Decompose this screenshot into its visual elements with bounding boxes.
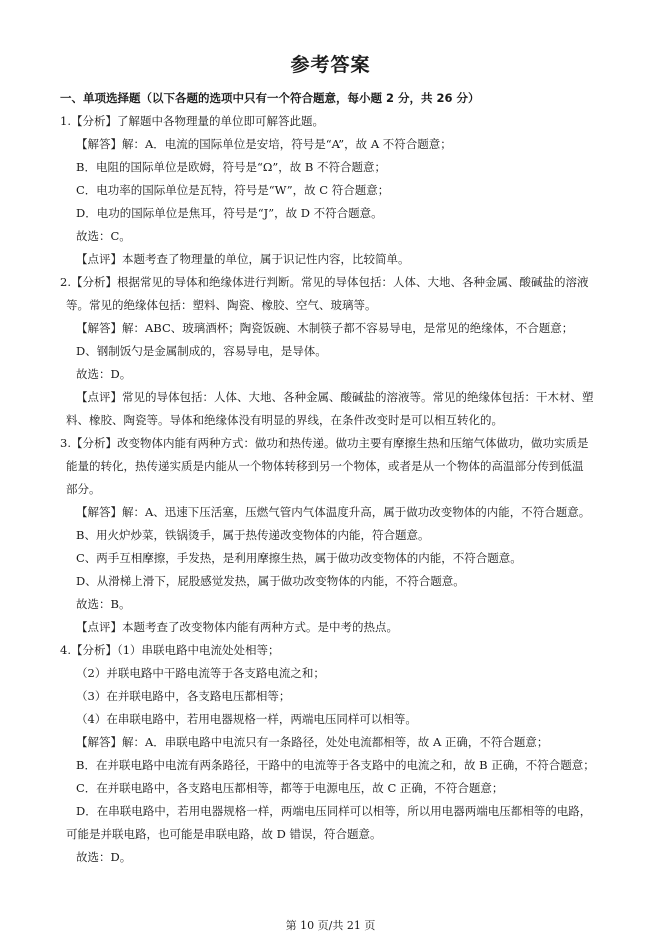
text-line: 料、橡胶、陶瓷等。导体和绝缘体没有明显的界线，在条件改变时是可以相互转化的。 [66,413,503,427]
text-line: 可能是并联电路，也可能是串联电路，故 D 错误，符合题意。 [66,827,382,841]
page-footer: 第 10 页/共 21 页 [285,919,376,932]
text-line: D．电功的国际单位是焦耳，符号是“J”，故 D 不符合题意。 [76,206,383,220]
text-line: D．在串联电路中，若用电器规格一样，两端电压同样可以相等，所以用电器两端电压都相等的电路， [76,804,592,818]
text-line: 【点评】本题考查了物理量的单位，属于识记性内容，比较简单。 [76,252,410,266]
text-line: 【解答】解：A、迅速下压活塞，压燃气管内气体温度升高，属于做功改变物体的内能，不符合题意。 [76,505,591,519]
page-title: 参考答案 [290,54,371,76]
text-line: D、从滑梯上滑下，屁股感觉发热，属于做功改变物体的内能，不符合题意。 [76,574,465,588]
text-line: 【解答】解：A．电流的国际单位是安培，符号是“A”，故 A 不符合题意； [76,137,452,151]
text-line: C．电功率的国际单位是瓦特，符号是“W”，故 C 符合题意； [76,183,390,197]
text-line: 2.【分析】根据常见的导体和绝缘体进行判断。常见的导体包括：人体、大地、各种金属、酸碱盐的溶液 [60,275,589,289]
text-line: C、两手互相摩擦，手发热，是利用摩擦生热，属于做功改变物体的内能，不符合题意。 [76,551,522,565]
text-line: B．在并联电路中电流有两条路径，干路中的电流等于各支路中的电流之和，故 B 正确，不符合题意； [76,758,595,772]
text-line: （3）在并联电路中，各支路电压都相等； [76,689,291,703]
text-line: 等。常见的绝缘体包括：塑料、陶瓷、橡胶、空气、玻璃等。 [66,298,377,312]
text-line: C．在并联电路中，各支路电压都相等，都等于电源电压，故 C 正确，不符合题意； [76,781,504,795]
section-heading: 一、单项选择题（以下各题的选项中只有一个符合题意，每小题 2 分，共 26 分） [60,91,480,105]
text-line: 【解答】解：ABC、玻璃酒杯；陶瓷饭碗、木制筷子都不容易导电，是常见的绝缘体，不合题意； [76,321,574,335]
text-line: 能量的转化，热传递实质是内能从一个物体转移到另一个物体，或者是从一个物体的高温部分传到低温 [66,459,584,473]
text-line: 【点评】常见的导体包括：人体、大地、各种金属、酸碱盐的溶液等。常见的绝缘体包括：干木材、塑 [76,390,594,404]
text-line: 1.【分析】了解题中各物理量的单位即可解答此题。 [60,114,324,128]
text-line: 【解答】解：A．串联电路中电流只有一条路径，处处电流都相等，故 A 正确，不符合题意； [76,735,549,749]
text-line: 【点评】本题考查了改变物体内能有两种方式。是中考的热点。 [76,620,398,634]
text-line: 4.【分析】（1）串联电路中电流处处相等； [60,643,280,657]
text-line: B．电阻的国际单位是欧姆，符号是“Ω”，故 B 不符合题意； [76,160,387,174]
text-line: D、钢制饭勺是金属制成的，容易导电，是导体。 [76,344,327,358]
text-line: 故选：C。 [76,229,131,243]
text-line: 故选：D。 [76,850,132,864]
text-line: B、用火炉炒菜，铁锅烫手，属于热传递改变物体的内能，符合题意。 [76,528,430,542]
text-line: 3.【分析】改变物体内能有两种方式：做功和热传递。做功主要有摩擦生热和压缩气体做功，做功实质是 [60,436,589,450]
text-line: 部分。 [66,482,101,496]
text-line: 故选：B。 [76,597,131,611]
text-line: 故选：D。 [76,367,132,381]
text-line: （2）并联电路中干路电流等于各支路电流之和； [76,666,325,680]
text-line: （4）在串联电路中，若用电器规格一样，两端电压同样可以相等。 [76,712,417,726]
